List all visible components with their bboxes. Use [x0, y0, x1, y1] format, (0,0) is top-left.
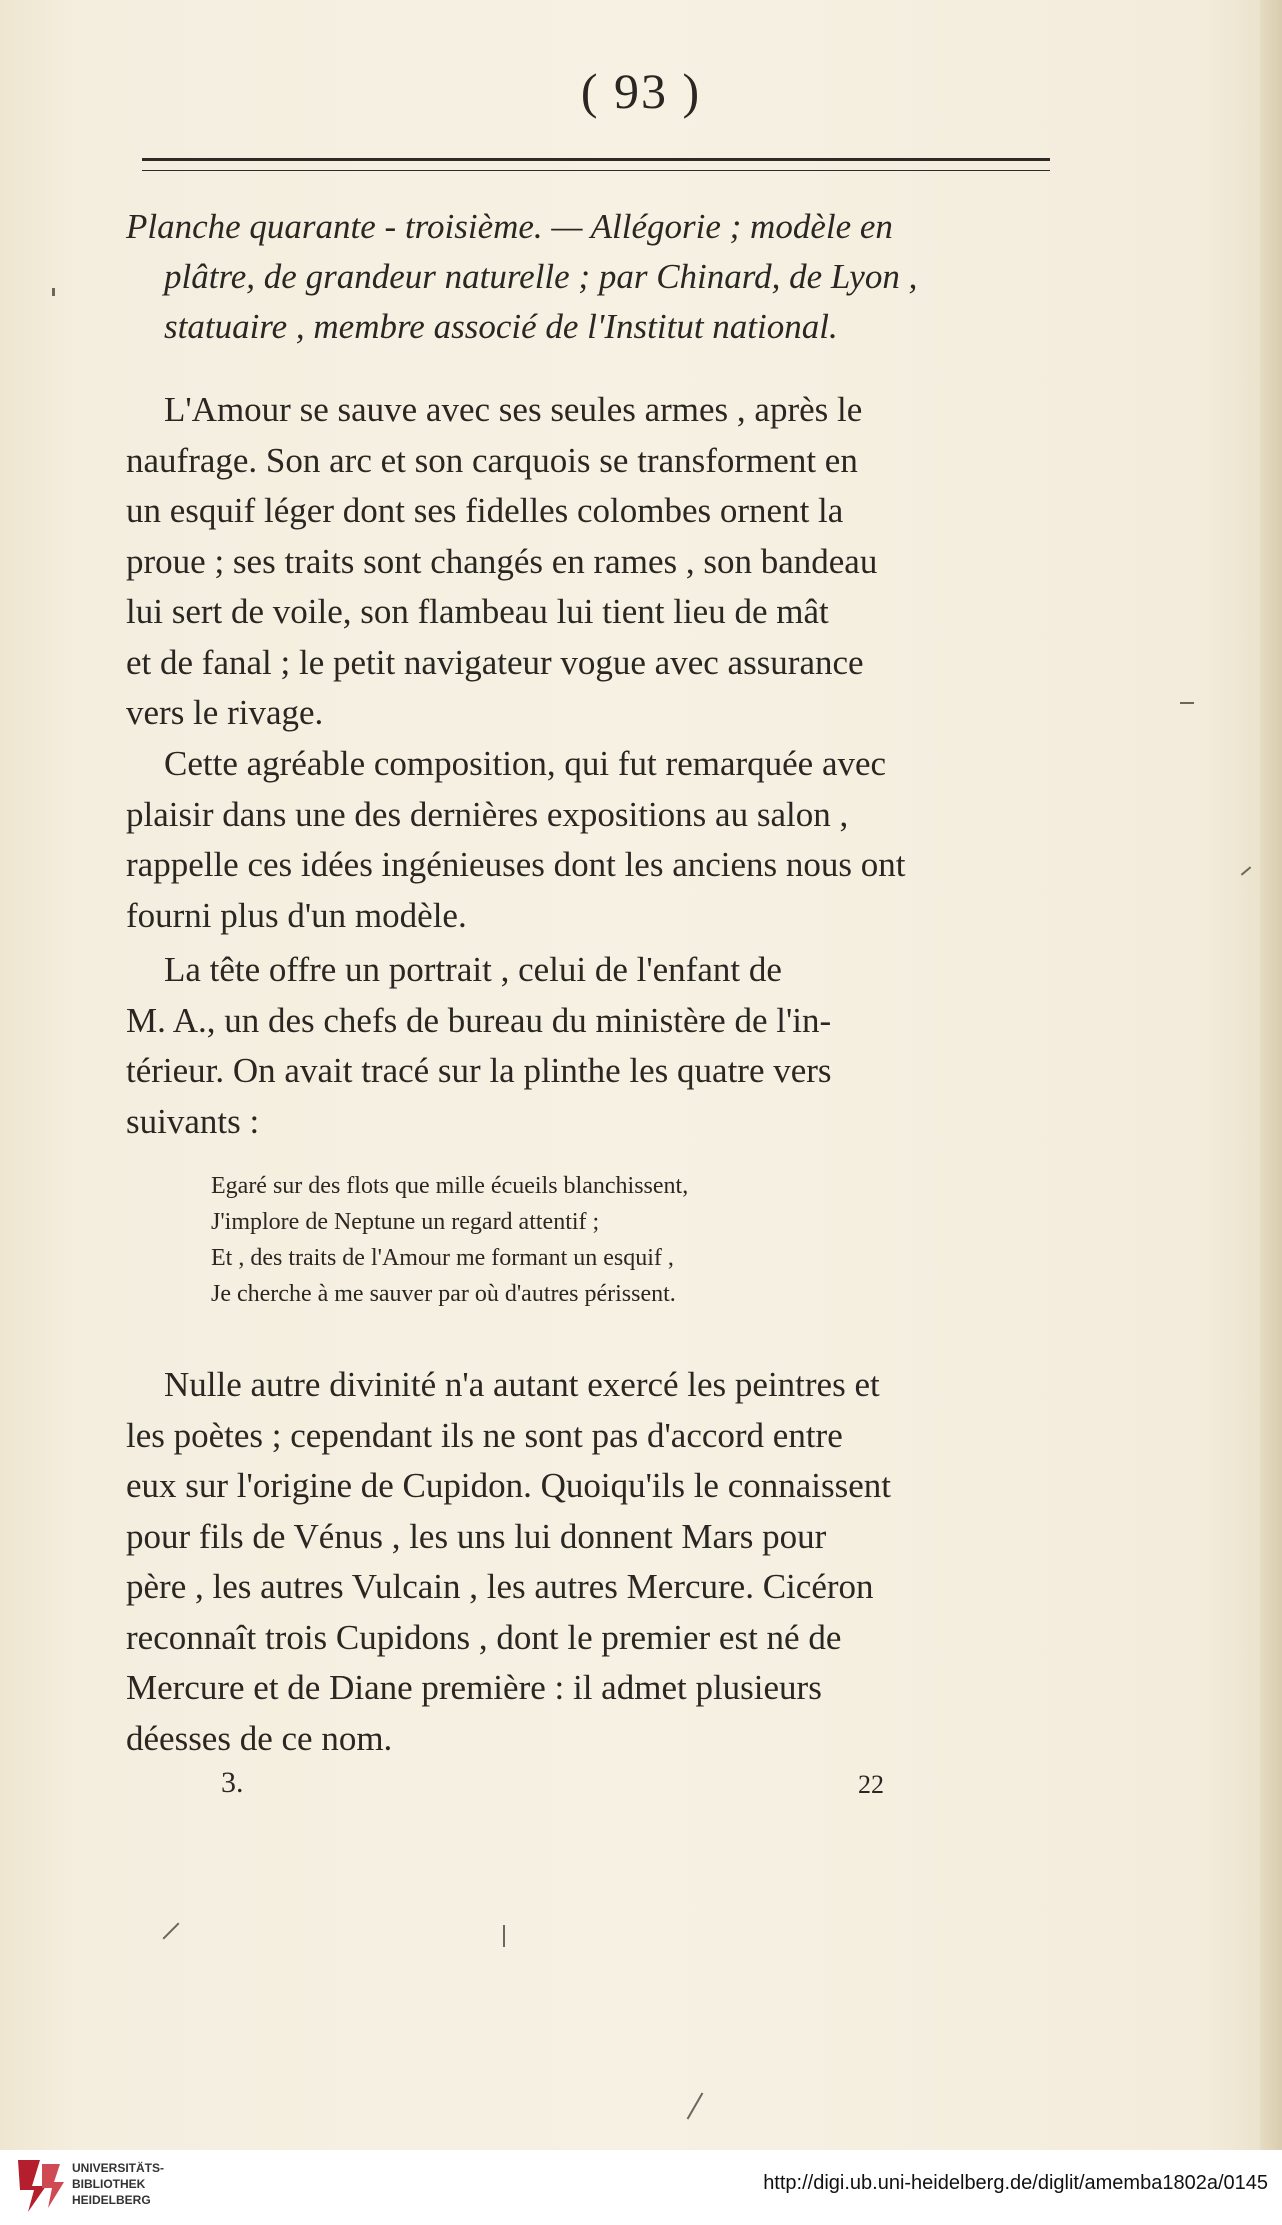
caption-line: plâtre, de grandeur naturelle ; par Chinard, de Lyon ,: [164, 257, 918, 296]
verse-line: Je cherche à me sauver par où d'autres périssent.: [211, 1281, 676, 1307]
text-line: suivants :: [126, 1101, 260, 1141]
library-name-line: HEIDELBERG: [72, 2193, 151, 2207]
paragraph-4: [126, 1360, 1084, 1764]
text-line: Mercure et de Diane première : il admet plusieurs: [126, 1668, 822, 1707]
paragraph-2: [126, 739, 1084, 941]
page-number: ( 93 ): [580, 63, 702, 119]
text-line: Cette agréable composition, qui fut remarquée avec: [164, 744, 887, 783]
caption-line: statuaire , membre associé de l'Institut national.: [164, 307, 838, 346]
sheet-number: 22: [858, 1770, 884, 1799]
text-line: les poètes ; cependant ils ne sont pas d'accord entre: [126, 1415, 843, 1455]
text-line: vers le rivage.: [126, 693, 324, 732]
text-line: L'Amour se sauve avec ses seules armes , après le: [164, 390, 863, 429]
text-line: pour fils de Vénus , les uns lui donnent Mars pour: [126, 1516, 827, 1556]
text-line: naufrage. Son arc et son carquois se transforment en: [126, 440, 858, 480]
verse-line: Egaré sur des flots que mille écueils blanchissent,: [211, 1173, 689, 1199]
library-name-line: UNIVERSITÄTS-: [72, 2161, 165, 2175]
verse-line: Et , des traits de l'Amour me formant un esquif ,: [211, 1245, 674, 1271]
text-line: et de fanal ; le petit navigateur vogue avec assurance: [126, 642, 864, 682]
text-line: La tête offre un portrait , celui de l'enfant de: [164, 950, 782, 989]
plate-caption: [126, 202, 1084, 352]
header-double-rule: [142, 158, 1050, 171]
text-line: térieur. On avait tracé sur la plinthe les quatre vers: [126, 1051, 832, 1090]
text-line: plaisir dans une des dernières expositions au salon ,: [126, 794, 849, 834]
text-line: père , les autres Vulcain , les autres Mercure. Cicéron: [126, 1567, 874, 1606]
page-edge: [1260, 0, 1282, 2150]
text-line: un esquif léger dont ses fidelles colombes ornent la: [126, 491, 844, 530]
text-line: M. A., un des chefs de bureau du ministère de l'in-: [126, 1000, 832, 1040]
paragraph-1: [126, 385, 1084, 739]
scan-speck: [503, 1925, 505, 1947]
paragraph-3: [126, 945, 1084, 1147]
library-name: [72, 2160, 164, 2208]
scan-speck: [1241, 866, 1251, 875]
text-line: eux sur l'origine de Cupidon. Quoiqu'ils le connaissent: [126, 1466, 892, 1505]
text-line: fourni plus d'un modèle.: [126, 895, 467, 935]
text-line: rappelle ces idées ingénieuses dont les anciens nous ont: [126, 845, 906, 884]
scan-speck: [687, 2093, 704, 2120]
verse-line: J'implore de Neptune un regard attentif ;: [211, 1209, 600, 1235]
scan-speck: [52, 288, 55, 296]
scan-speck: [1180, 702, 1194, 704]
signature-mark: 3.: [221, 1766, 244, 1799]
text-line: déesses de ce nom.: [126, 1718, 393, 1758]
text-line: proue ; ses traits sont changés en rames , son bandeau: [126, 541, 878, 581]
permalink-url[interactable]: http://digi.ub.uni-heidelberg.de/diglit/amemba1802a/0145: [763, 2172, 1268, 2194]
text-line: reconnaît trois Cupidons , dont le premier est né de: [126, 1617, 842, 1657]
library-name-line: BIBLIOTHEK: [72, 2177, 146, 2191]
text-line: Nulle autre divinité n'a autant exercé les peintres et: [164, 1365, 880, 1404]
verse-quatrain: [211, 1168, 1011, 1312]
text-line: lui sert de voile, son flambeau lui tient lieu de mât: [126, 592, 829, 631]
university-library-logo: [12, 2156, 68, 2216]
caption-line: Planche quarante - troisième. — Allégorie ; modèle en: [126, 207, 893, 246]
scan-speck: [163, 1923, 180, 1940]
